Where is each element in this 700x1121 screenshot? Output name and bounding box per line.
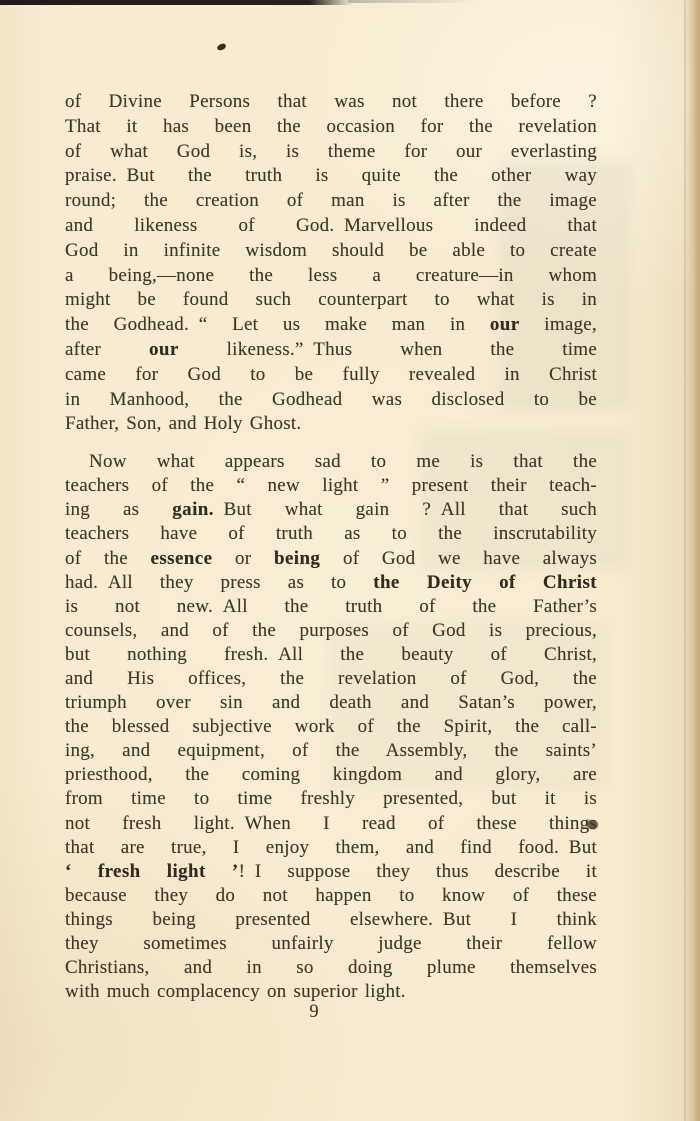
text-line — [65, 264, 597, 289]
text-line — [65, 498, 597, 522]
text-segment: might be found such counterpart to what is in — [65, 289, 597, 311]
text-line — [65, 956, 597, 980]
paragraph-continuation — [65, 90, 597, 437]
page-number: 9 — [309, 1002, 319, 1022]
text-line — [65, 522, 597, 546]
text-line — [65, 812, 597, 836]
text-segment: ing as — [65, 499, 173, 521]
text-line — [65, 90, 597, 115]
text-line — [65, 571, 597, 595]
text-segment: Father, Son, and Holy Ghost. — [65, 413, 302, 435]
text-line — [65, 313, 597, 338]
text-segment: with much complacency on superior light. — [65, 981, 406, 1003]
text-line — [65, 388, 597, 413]
text-segment: of Divine Persons that was not there before ? — [65, 91, 597, 112]
text-segment: Christians, and in so doing plume themselves — [65, 957, 597, 979]
text-line — [65, 412, 597, 437]
text-segment: but nothing fresh. All the beauty of Christ, — [65, 643, 597, 665]
text-line — [65, 338, 597, 363]
text-segment: ing, and equipment, of the Assembly, the saints’ — [65, 740, 597, 762]
text-segment: and His offices, the revelation of God, the — [65, 668, 597, 689]
ink-speck — [216, 43, 226, 51]
text-segment: not fresh light. When I read of these things — [65, 812, 597, 834]
text-segment: and likeness of God. Marvellous indeed that — [65, 214, 597, 236]
text-segment: triumph over sin and death and Satan’s power, — [65, 692, 597, 714]
text-segment: God in infinite wisdom should be able to create — [65, 239, 597, 261]
text-line — [65, 763, 597, 787]
text-line — [65, 715, 597, 739]
text-segment: teachers have of truth as to the inscrutability — [65, 523, 597, 545]
text-segment: the Godhead. “ Let us make man in — [65, 314, 490, 336]
scan-top-edge-light-artifact — [348, 0, 473, 3]
text-line — [65, 643, 597, 667]
text-line — [65, 836, 597, 860]
bold-text: our — [489, 314, 520, 336]
text-line — [65, 980, 597, 1004]
text-segment: round; the creation of man is after the image — [65, 190, 597, 212]
text-segment: But what gain ? All that such — [213, 499, 597, 521]
bold-text: the Deity of Christ — [373, 571, 597, 593]
text-segment: came for God to be fully revealed in Christ — [65, 363, 597, 385]
body-text — [65, 90, 597, 1004]
text-line — [65, 115, 597, 140]
text-segment: after — [65, 338, 149, 360]
paragraph-new — [65, 450, 597, 1004]
text-line — [65, 288, 597, 313]
text-segment: That it has been the occasion for the revelation — [65, 115, 597, 137]
text-segment: that are true, I enjoy them, and find food. But — [65, 836, 597, 858]
text-line — [65, 140, 597, 165]
bold-text: being — [273, 547, 321, 569]
text-segment: ! I suppose they thus describe it — [238, 860, 597, 882]
text-segment: from time to time freshly presented, but it is — [65, 788, 597, 810]
scan-top-edge-artifact — [0, 0, 352, 5]
text-segment: is not new. All the truth of the Father’s — [65, 595, 597, 617]
text-segment: of God we have always — [320, 547, 597, 569]
text-segment: a being,—none the less a creature—in whom — [65, 264, 597, 286]
bold-text: our — [149, 338, 179, 360]
text-line — [65, 860, 597, 884]
text-segment: priesthood, the coming kingdom and glory, are — [65, 764, 597, 786]
bold-text: gain. — [172, 499, 214, 521]
text-line — [65, 450, 597, 474]
text-segment: the blessed subjective work of the Spirit, the call- — [65, 716, 597, 738]
text-line — [65, 787, 597, 811]
text-segment: of what God is, is theme for our everlasting — [65, 140, 597, 162]
text-line — [65, 932, 597, 956]
text-line — [65, 214, 597, 239]
text-segment: things being presented elsewhere. But I think — [65, 908, 597, 930]
text-line — [65, 239, 597, 264]
text-segment: counsels, and of the purposes of God is precious, — [65, 619, 597, 641]
page-edge-shadow — [685, 0, 700, 1121]
text-segment: or — [212, 547, 274, 569]
text-segment: because they do not happen to know of these — [65, 884, 597, 906]
text-line — [65, 619, 597, 643]
text-line — [65, 739, 597, 763]
text-segment: of the — [65, 547, 151, 569]
text-line — [65, 164, 597, 189]
text-segment: teachers of the “ new light ” present their teach- — [65, 475, 597, 497]
bold-text: ‘ fresh light ’ — [65, 860, 239, 882]
text-line — [65, 667, 597, 691]
text-line — [65, 595, 597, 619]
text-segment: Now what appears sad to me is that the — [89, 451, 597, 473]
text-line — [65, 363, 597, 388]
text-segment: in Manhood, the Godhead was disclosed to be — [65, 388, 597, 410]
bold-text: essence — [150, 547, 213, 569]
text-line — [65, 474, 597, 498]
text-segment: likeness.” Thus when the time — [178, 338, 597, 360]
text-line — [65, 189, 597, 214]
text-segment: they sometimes unfairly judge their fellow — [65, 933, 597, 955]
text-line — [65, 908, 597, 932]
text-segment: praise. But the truth is quite the other way — [65, 165, 597, 187]
text-line — [65, 884, 597, 908]
text-segment: had. All they press as to — [65, 571, 374, 593]
text-segment: image, — [519, 314, 597, 336]
text-line — [65, 691, 597, 715]
text-line — [65, 547, 597, 571]
